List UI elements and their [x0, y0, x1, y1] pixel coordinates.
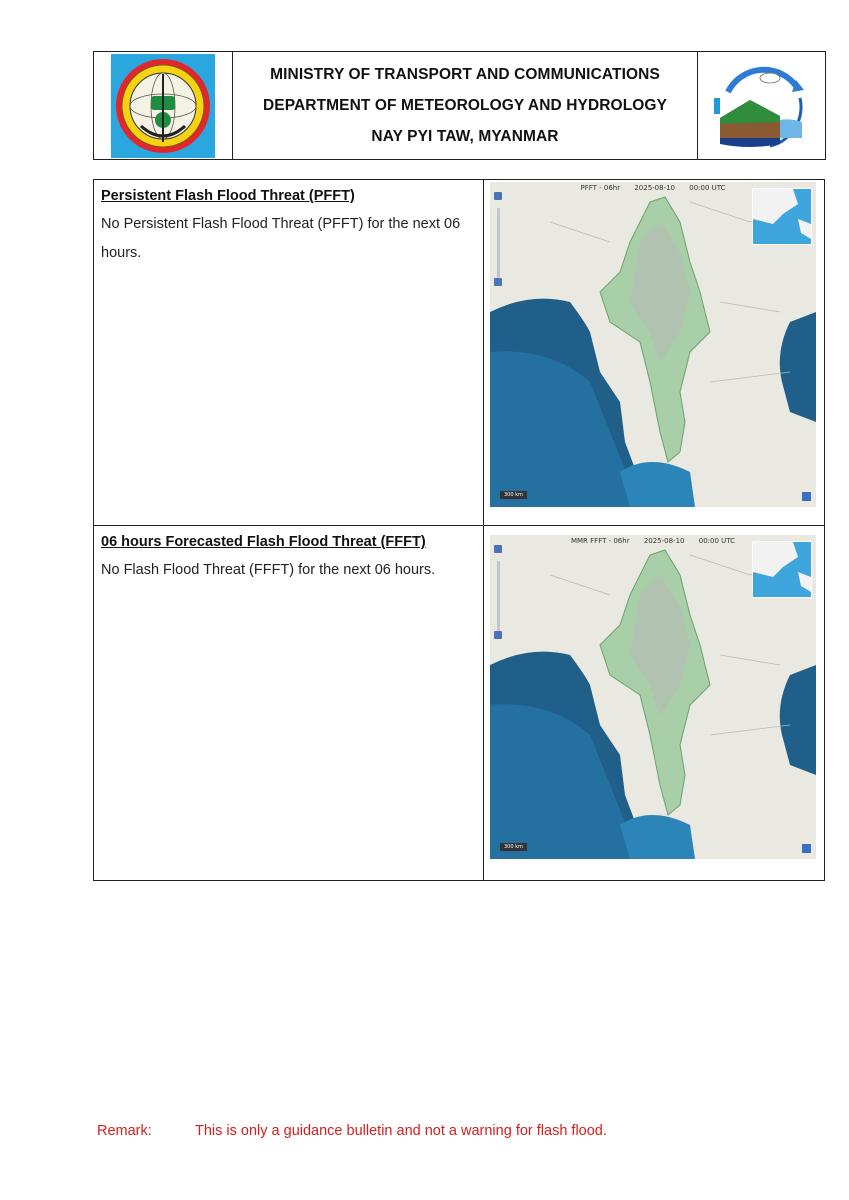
- pfft-download-icon[interactable]: [802, 492, 811, 501]
- ffft-map-date: 2025-08-10: [643, 537, 685, 545]
- pfft-map-cell: [484, 180, 824, 525]
- department-name: DEPARTMENT OF METEOROLOGY AND HYDROLOGY: [262, 97, 668, 114]
- location-name: NAY PYI TAW, MYANMAR: [371, 128, 559, 145]
- pfft-zoom-control[interactable]: [494, 192, 502, 344]
- ministry-name: MINISTRY OF TRANSPORT AND COMMUNICATIONS: [270, 66, 660, 83]
- table-row-ffft: [94, 526, 824, 880]
- ffft-scale-bar: 300 km: [500, 843, 527, 851]
- header-title-block: [233, 52, 697, 159]
- hydrological-cycle-icon: [710, 58, 814, 154]
- pfft-title: Persistent Flash Flood Threat (PFFT): [101, 188, 355, 204]
- pfft-text-cell: [94, 180, 484, 525]
- ffft-locator-inset: [752, 541, 812, 598]
- ffft-map: [490, 535, 816, 859]
- ffft-zoom-control[interactable]: [494, 545, 502, 697]
- right-logo-cell: [697, 52, 825, 159]
- pfft-map-time: 00:00 UTC: [689, 184, 726, 192]
- ffft-text-cell: [94, 526, 484, 880]
- pfft-map: [490, 182, 816, 507]
- ffft-download-icon[interactable]: [802, 844, 811, 853]
- remark-text: This is only a guidance bulletin and not a warning for flash flood.: [195, 1123, 607, 1139]
- ffft-title: 06 hours Forecasted Flash Flood Threat (FFFT): [101, 534, 426, 550]
- remark-note: [97, 1123, 607, 1139]
- flood-threat-table: [93, 179, 825, 881]
- pfft-locator-inset: [752, 188, 812, 245]
- pfft-map-product: PFFT - 06hr: [580, 184, 621, 192]
- pfft-scale-bar: 300 km: [500, 491, 527, 499]
- ffft-map-product: MMR FFFT - 06hr: [570, 537, 630, 545]
- table-row-pfft: [94, 180, 824, 526]
- pfft-statement: No Persistent Flash Flood Threat (PFFT) for the next 06 hours.: [101, 216, 461, 261]
- remark-label: Remark:: [97, 1123, 152, 1139]
- left-logo-cell: [94, 52, 233, 159]
- ffft-map-cell: [484, 526, 824, 880]
- ffft-statement: No Flash Flood Threat (FFFT) for the next 06 hours.: [101, 562, 436, 578]
- document-header: [93, 51, 826, 160]
- pfft-map-date: 2025-08-10: [634, 184, 676, 192]
- ffft-map-time: 00:00 UTC: [698, 537, 736, 545]
- ministry-seal-icon: [111, 54, 215, 158]
